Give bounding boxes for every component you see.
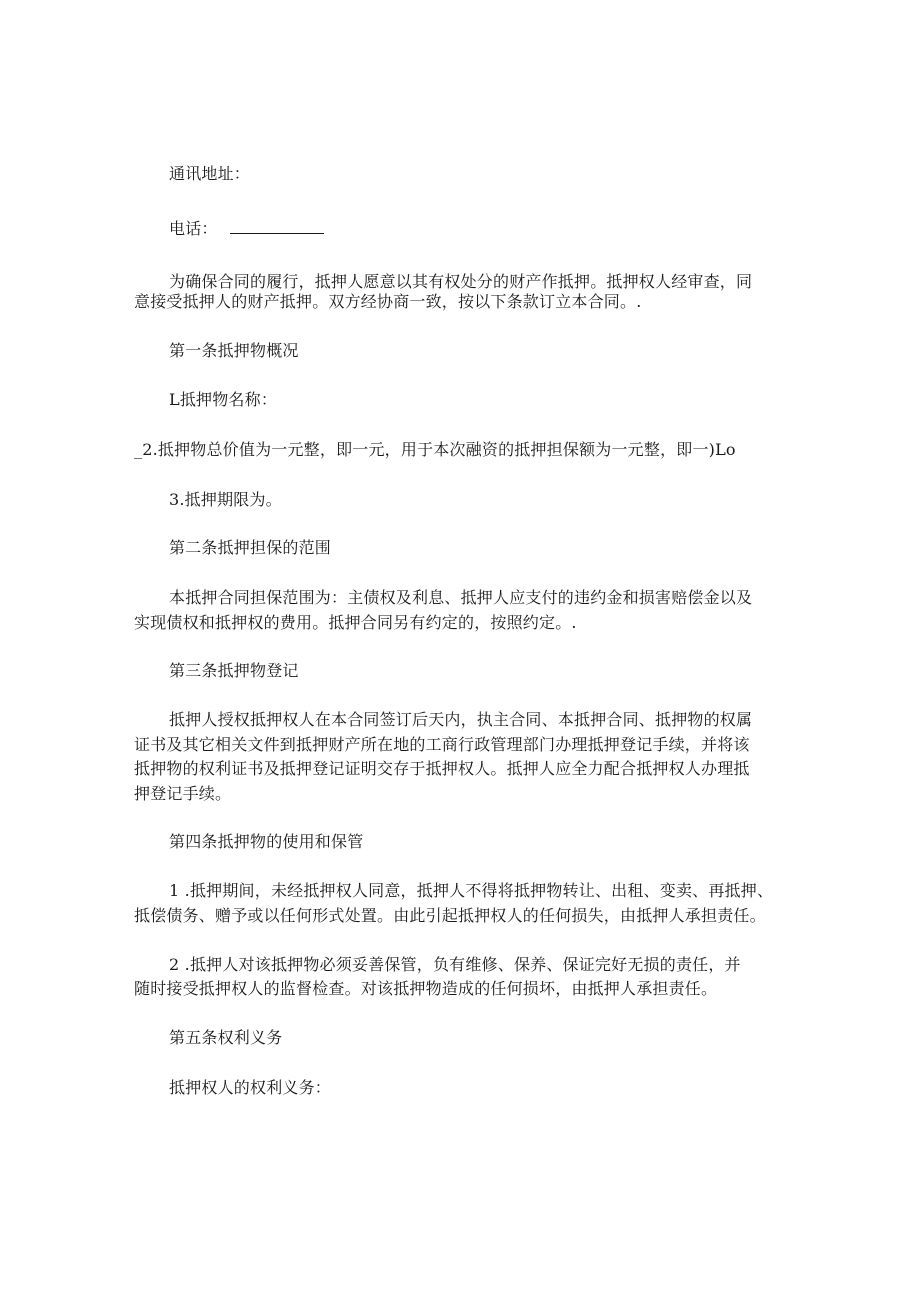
article-4-heading: 第四条抵押物的使用和保管 <box>169 832 364 851</box>
preamble-line-1: 为确保合同的履行，抵押人愿意以其有权处分的财产作抵押。抵押权人经审查，同 <box>169 272 753 291</box>
article-2-heading: 第二条抵押担保的范围 <box>169 538 332 557</box>
article-2-line-1: 本抵押合同担保范围为：主债权及利息、抵押人应支付的违约金和损害赔偿金以及 <box>169 588 753 607</box>
article-3-heading: 第三条抵押物登记 <box>169 661 299 680</box>
article-3-line-4: 押登记手续。 <box>134 784 232 803</box>
mortgagee-rights-heading: 抵押权人的权利义务： <box>169 1078 332 1097</box>
article-4-item-1-line-2: 抵偿债务、赠予或以任何形式处置。由此引起抵押权人的任何损失，由抵押人承担责任。 <box>134 906 766 925</box>
article-1-item-2: _2.抵押物总价值为一元整，即一元，用于本次融资的抵押担保额为一元整，即一)Lo <box>134 440 736 459</box>
article-4-item-2-line-1: 2 .抵押人对该抵押物必须妥善保管，负有维修、保养、保证完好无损的责任，并 <box>169 955 741 974</box>
article-1-item-3: 3.抵押期限为。 <box>169 490 282 509</box>
article-4-item-1-line-1: 1 .抵押期间，未经抵押权人同意，抵押人不得将抵押物转让、出租、变卖、再抵押、 <box>169 881 774 900</box>
phone-line <box>169 212 324 246</box>
preamble-line-2: 意接受抵押人的财产抵押。双方经协商一致，按以下条款订立本合同。. <box>134 292 642 311</box>
address-label: 通讯地址： <box>169 164 251 183</box>
article-1-item-1: L抵押物名称： <box>169 390 278 409</box>
article-5-heading: 第五条权利义务 <box>169 1028 283 1047</box>
article-4-item-2-line-2: 随时接受抵押权人的监督检查。对该抵押物造成的任何损坏，由抵押人承担责任。 <box>134 979 718 998</box>
phone-blank <box>230 219 324 234</box>
article-3-line-2: 证书及其它相关文件到抵押财产所在地的工商行政管理部门办理抵押登记手续，并将该 <box>134 735 750 754</box>
article-3-line-1: 抵押人授权抵押权人在本合同签订后天内，执主合同、本抵押合同、抵押物的权属 <box>169 710 753 729</box>
article-2-line-2: 实现债权和抵押权的费用。抵押合同另有约定的，按照约定。. <box>134 613 577 632</box>
article-1-heading: 第一条抵押物概况 <box>169 341 299 360</box>
phone-label: 电话： <box>169 219 218 238</box>
article-3-line-3: 抵押物的权利证书及抵押登记证明交存于抵押权人。抵押人应全力配合抵押权人办理抵 <box>134 759 750 778</box>
